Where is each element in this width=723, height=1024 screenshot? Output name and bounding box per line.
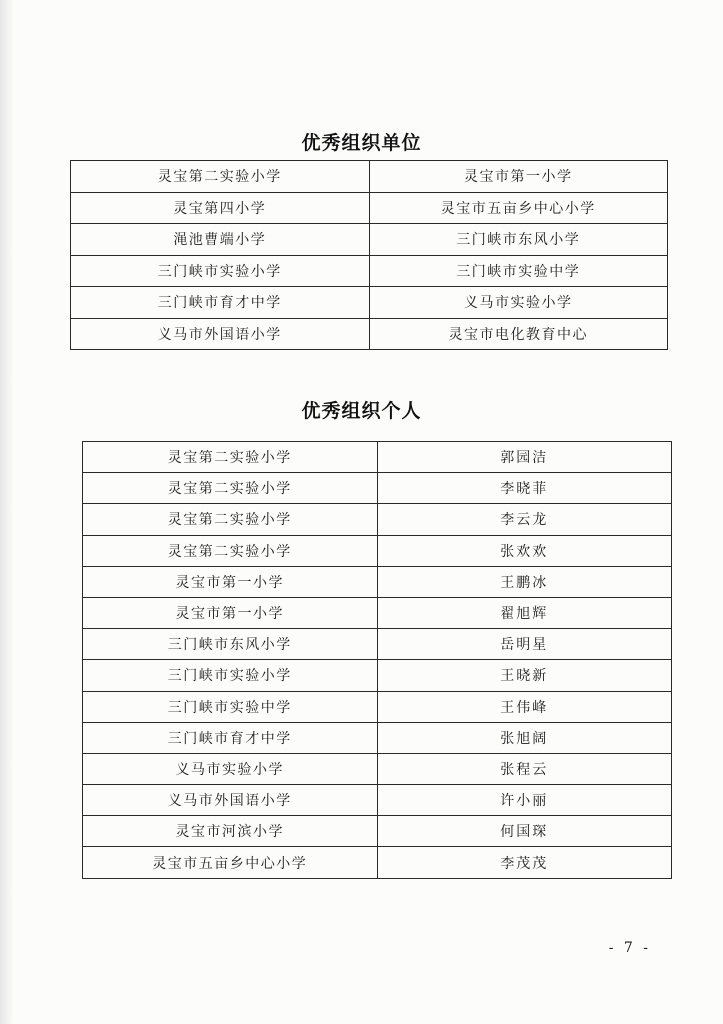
school-cell: 灵宝第二实验小学: [83, 442, 378, 473]
school-cell: 三门峡市育才中学: [83, 722, 378, 753]
section-title-units: 优秀组织单位: [301, 132, 422, 154]
people-table-body: [83, 442, 672, 879]
units-table-body: [71, 161, 668, 350]
unit-name-cell: 三门峡市育才中学: [71, 287, 370, 319]
table-row: [71, 287, 668, 319]
table-row: [83, 597, 672, 628]
unit-name-cell: 义马市实验小学: [369, 287, 668, 319]
school-cell: 义马市外国语小学: [83, 785, 378, 816]
table-row: [83, 535, 672, 566]
school-cell: 灵宝市第一小学: [83, 566, 378, 597]
table-row: [71, 192, 668, 224]
school-cell: 灵宝第二实验小学: [83, 535, 378, 566]
table-row: [83, 504, 672, 535]
person-name-cell: 王晓新: [377, 660, 672, 691]
table-row: [83, 629, 672, 660]
unit-name-cell: 渑池曹端小学: [71, 224, 370, 256]
school-cell: 灵宝第二实验小学: [83, 473, 378, 504]
school-cell: 灵宝市第一小学: [83, 597, 378, 628]
table-row: [71, 161, 668, 193]
table-row: [83, 691, 672, 722]
person-name-cell: 张程云: [377, 753, 672, 784]
person-name-cell: 王鹏冰: [377, 566, 672, 597]
person-name-cell: 王伟峰: [377, 691, 672, 722]
person-name-cell: 郭园洁: [377, 442, 672, 473]
person-name-cell: 张欢欢: [377, 535, 672, 566]
unit-name-cell: 义马市外国语小学: [71, 318, 370, 350]
section-title-people: 优秀组织个人: [301, 400, 422, 422]
unit-name-cell: 灵宝第四小学: [71, 192, 370, 224]
person-name-cell: 李茂茂: [377, 847, 672, 878]
table-row: [83, 473, 672, 504]
unit-name-cell: 灵宝市电化教育中心: [369, 318, 668, 350]
school-cell: 灵宝市河滨小学: [83, 816, 378, 847]
person-name-cell: 李晓菲: [377, 473, 672, 504]
table-row: [71, 224, 668, 256]
person-name-cell: 许小丽: [377, 785, 672, 816]
school-cell: 义马市实验小学: [83, 753, 378, 784]
table-row: [83, 660, 672, 691]
school-cell: 灵宝市五亩乡中心小学: [83, 847, 378, 878]
unit-name-cell: 灵宝市第一小学: [369, 161, 668, 193]
table-row: [83, 847, 672, 878]
table-row: [71, 318, 668, 350]
person-name-cell: 李云龙: [377, 504, 672, 535]
units-table: [70, 160, 668, 350]
unit-name-cell: 灵宝第二实验小学: [71, 161, 370, 193]
table-row: [71, 255, 668, 287]
table-row: [83, 785, 672, 816]
unit-name-cell: 三门峡市实验中学: [369, 255, 668, 287]
table-row: [83, 442, 672, 473]
person-name-cell: 岳明星: [377, 629, 672, 660]
person-name-cell: 何国琛: [377, 816, 672, 847]
school-cell: 三门峡市实验中学: [83, 691, 378, 722]
school-cell: 三门峡市东风小学: [83, 629, 378, 660]
table-row: [83, 816, 672, 847]
people-table: [82, 441, 672, 879]
table-row: [83, 566, 672, 597]
school-cell: 三门峡市实验小学: [83, 660, 378, 691]
unit-name-cell: 三门峡市实验小学: [71, 255, 370, 287]
unit-name-cell: 灵宝市五亩乡中心小学: [369, 192, 668, 224]
table-row: [83, 753, 672, 784]
school-cell: 灵宝第二实验小学: [83, 504, 378, 535]
table-row: [83, 722, 672, 753]
page-number: - 7 -: [608, 940, 651, 956]
person-name-cell: 翟旭辉: [377, 597, 672, 628]
person-name-cell: 张旭阔: [377, 722, 672, 753]
unit-name-cell: 三门峡市东风小学: [369, 224, 668, 256]
